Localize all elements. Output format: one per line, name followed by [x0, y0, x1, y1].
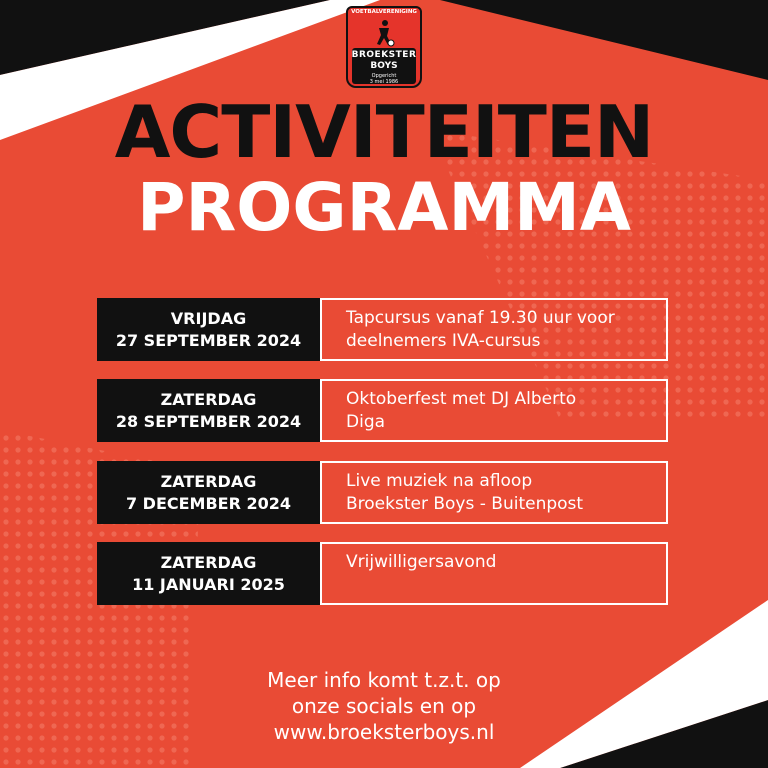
title-line2: PROGRAMMA — [137, 169, 631, 246]
event-desc-line1: Live muziek na afloop — [346, 471, 533, 491]
football-player-icon — [372, 19, 396, 47]
event-desc-line2: Broekster Boys - Buitenpost — [346, 494, 584, 514]
footer-info — [0, 667, 768, 745]
event-row — [97, 298, 668, 361]
event-day: VRIJDAG — [170, 308, 247, 328]
logo-name-line1: BROEKSTER — [351, 50, 417, 60]
logo-founded — [346, 73, 422, 85]
event-date: 27 SEPTEMBER 2024 — [115, 330, 302, 350]
event-desc-line1: Tapcursus vanaf 19.30 uur voor — [346, 308, 615, 328]
event-desc-line2: deelnemers IVA-cursus — [346, 331, 541, 351]
logo-founded-line1: Opgericht — [371, 73, 397, 79]
logo-founded-line2: 3 mei 1986 — [369, 79, 399, 85]
event-description — [320, 379, 668, 442]
footer-line2: onze socials en op — [291, 694, 477, 718]
event-desc-line1: Vrijwilligersavond — [346, 552, 497, 572]
club-logo — [346, 6, 422, 88]
event-date-box — [97, 298, 320, 361]
footer-website-link[interactable]: www.broeksterboys.nl — [273, 720, 495, 744]
event-description — [320, 298, 668, 361]
event-date-box — [97, 461, 320, 524]
event-desc-line1: Oktoberfest met DJ Alberto — [346, 389, 577, 409]
event-date: 28 SEPTEMBER 2024 — [115, 411, 302, 431]
logo-ring-text: VOETBALVERENIGING — [351, 9, 417, 15]
event-date-box — [97, 379, 320, 442]
event-day: ZATERDAG — [160, 389, 257, 409]
event-row — [97, 542, 668, 605]
event-desc-line2: Diga — [346, 412, 386, 432]
title-line1: ACTIVITEITEN — [114, 90, 654, 174]
event-date: 7 DECEMBER 2024 — [125, 493, 292, 513]
event-date: 11 JANUARI 2025 — [132, 574, 285, 594]
event-day: ZATERDAG — [160, 471, 257, 491]
event-description — [320, 542, 668, 605]
event-row — [97, 461, 668, 524]
logo-name-line2: BOYS — [370, 61, 398, 71]
event-row — [97, 379, 668, 442]
event-day: ZATERDAG — [160, 552, 257, 572]
event-description — [320, 461, 668, 524]
footer-line1: Meer info komt t.z.t. op — [267, 668, 501, 692]
event-date-box — [97, 542, 320, 605]
